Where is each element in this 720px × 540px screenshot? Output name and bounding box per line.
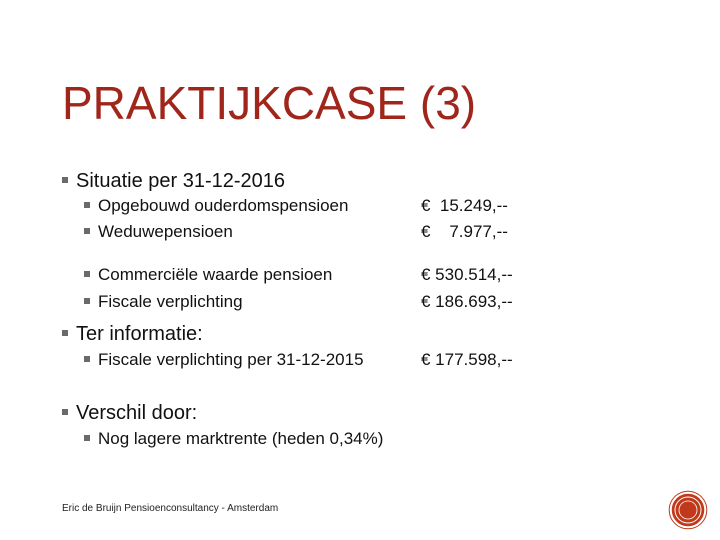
- list-item: [84, 350, 364, 370]
- bullet-square-icon: [84, 356, 90, 362]
- list-item: [84, 429, 383, 449]
- list-item: [84, 292, 243, 312]
- section-ter-informatie: [62, 323, 203, 346]
- bullet-square-icon: [84, 435, 90, 441]
- section-label: Situatie per 31-12-2016: [76, 170, 286, 192]
- section-situatie: [62, 170, 285, 193]
- item-label: Fiscale verplichting per 31-12-2015: [98, 350, 364, 369]
- bullet-square-icon: [84, 298, 90, 304]
- list-item: [84, 196, 348, 216]
- section-label: Verschil door:: [76, 402, 198, 424]
- item-label: Nog lagere marktrente (heden 0,34%): [98, 429, 384, 448]
- section-verschil-door: [62, 402, 197, 425]
- bullet-square-icon: [62, 177, 68, 183]
- list-item: [84, 222, 233, 242]
- bullet-square-icon: [84, 228, 90, 234]
- item-value: € 186.693,--: [421, 292, 513, 311]
- bullet-square-icon: [84, 271, 90, 277]
- slide-footer: Eric de Bruijn Pensioenconsultancy - Amsterdam: [62, 503, 279, 514]
- item-value: € 177.598,--: [421, 350, 513, 369]
- bullet-square-icon: [62, 330, 68, 336]
- item-label: Opgebouwd ouderdomspensioen: [98, 196, 349, 215]
- item-label: Fiscale verplichting: [98, 292, 243, 311]
- slide-title: PRAKTIJKCASE (3): [62, 77, 477, 129]
- bullet-square-icon: [84, 202, 90, 208]
- section-label: Ter informatie:: [76, 323, 203, 345]
- spiral-logo-icon: [668, 490, 708, 530]
- item-label: Commerciële waarde pensioen: [98, 265, 333, 284]
- list-item: [84, 265, 332, 285]
- item-value: € 15.249,--: [421, 196, 508, 215]
- item-value: € 7.977,--: [421, 222, 508, 241]
- bullet-square-icon: [62, 409, 68, 415]
- item-label: Weduwepensioen: [98, 222, 233, 241]
- item-value: € 530.514,--: [421, 265, 513, 284]
